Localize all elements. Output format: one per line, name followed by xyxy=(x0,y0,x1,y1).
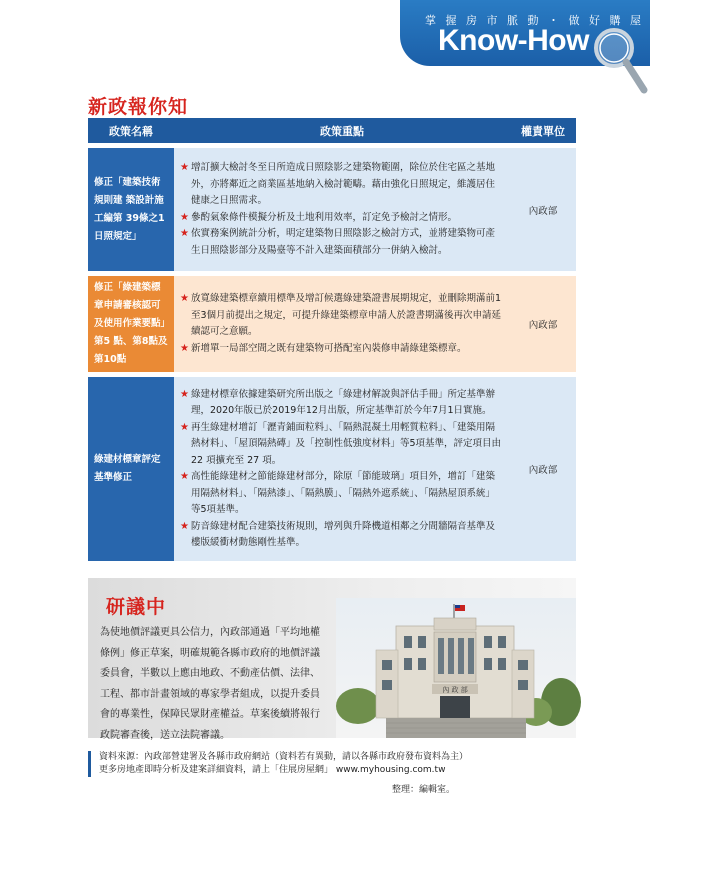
source-note xyxy=(88,751,499,777)
star-icon: ★ xyxy=(180,520,189,532)
source-line: 更多房地產即時分析及建案詳細資料，請上「住展房屋網」 www.myhousing.com.tw xyxy=(99,765,446,775)
policy-name: 修正「綠建築標章申請審核認可及使用作業要點」第5 點、第8點及第10點 xyxy=(88,276,174,372)
responsible-unit: 內政部 xyxy=(510,148,576,271)
section-title: 新政報你知 xyxy=(88,96,189,118)
table-row xyxy=(88,276,576,372)
responsible-unit: 內政部 xyxy=(510,377,576,561)
table-row xyxy=(88,148,576,271)
discussion-box xyxy=(88,578,576,741)
policy-name: 綠建材標章評定基準修正 xyxy=(88,377,174,561)
list-item: ★ 依實務案例統計分析，明定建築物日照陰影之檢討方式，並將建築物可產生日照陰影部分及陽臺等不計入建築面積部分一併納入檢討。 xyxy=(180,228,496,256)
editor-credit: 整理：編輯室。 xyxy=(392,785,456,795)
header-policy-focus: 政策重點 xyxy=(174,118,510,143)
table-header-row xyxy=(88,118,576,143)
discussion-text: 為使地價評議更具公信力，內政部通過「平均地權條例」修正草案，明確規範各縣市政府的地價評議委員會，半數以上應由地政、不動產估價、法律、工程、都市計畫領域的專家學者組成，以提升委員會的專業性，保障民眾財產權益。草案後續將報行政院審查後，送立法院審議。 xyxy=(100,627,320,741)
list-item: ★ 高性能綠建材之節能綠建材部分，除原「節能玻璃」項目外，增訂「建築用隔熱材料」、「隔熱漆」、「隔熱膜」、「隔熱外遮系統」、「隔熱屋頂系統」等5項基準。 xyxy=(180,471,496,515)
star-icon: ★ xyxy=(180,228,189,239)
source-line: 資料來源：內政部營建署及各縣市政府網站（資料若有異動，請以各縣市政府發布資料為主） xyxy=(99,752,469,762)
star-icon: ★ xyxy=(180,471,189,482)
list-item: ★ 防音綠建材配合建築技術規則，增列與升降機道相鄰之分間牆隔音基準及樓版緩衝材動態剛性基準。 xyxy=(180,520,496,548)
policy-name: 修正「建築技術規則建 築設計施工編第 39條之1日照規定」 xyxy=(88,148,174,271)
star-icon: ★ xyxy=(180,388,189,400)
discussion-title: 研議中 xyxy=(106,596,167,618)
list-item: ★ 新增單一局部空間之既有建築物可搭配室內裝修申請綠建築標章。 xyxy=(180,341,502,358)
policy-focus xyxy=(174,377,510,561)
policy-focus xyxy=(174,276,510,372)
star-icon: ★ xyxy=(180,342,189,354)
list-item: ★ 增訂擴大檢討冬至日所造成日照陰影之建築物範圍，除位於住宅區之基地外，亦將鄰近之商業區基地納入檢討範疇。藉由強化日照規定，維護居住健康之日照需求。 xyxy=(180,162,496,206)
photo-sign: 內 政 部 xyxy=(442,686,468,694)
list-item: ★ 再生綠建材增訂「瀝青鋪面粒料」、「隔熱混凝土用輕質粒料」、「建築用隔熱材料」、「屋頂隔熱磚」及「控制性低強度材料」等5項基準，評定項目由 22 項擴充至 27 項。 xyxy=(180,421,502,466)
responsible-unit: 內政部 xyxy=(510,276,576,372)
star-icon: ★ xyxy=(180,421,189,433)
list-item: ★ 參酌氣象條件模擬分析及土地利用效率，訂定免予檢討之情形。 xyxy=(180,210,502,227)
magnifier-icon xyxy=(584,20,650,100)
header-policy-name: 政策名稱 xyxy=(88,118,174,143)
table-row xyxy=(88,377,576,561)
star-icon: ★ xyxy=(180,162,189,173)
star-icon: ★ xyxy=(180,211,189,223)
list-item: ★ 放寬綠建築標章續用標準及增訂候選綠建築證書展期規定，並刪除期滿前1至3個月前提出之規定，可提升綠建築標章申請人於證書期滿後再次申請延續認可之意願。 xyxy=(180,293,502,337)
list-item: ★ 綠建材標章依據建築研究所出版之「綠建材解說與評估手冊」所定基準辦理，2020年版已於2019年12月出版，所定基準訂於今年7月1日實施。 xyxy=(180,388,496,416)
ministry-building-photo xyxy=(336,598,576,738)
policy-table xyxy=(88,118,576,561)
banner-subtitle: 掌 握 房 市 脈 動 ・ 做 好 購 屋 前 準 備 xyxy=(425,14,705,27)
star-icon: ★ xyxy=(180,293,189,304)
banner-title: Know-How xyxy=(438,24,589,57)
header-unit: 權責單位 xyxy=(510,118,576,143)
policy-focus xyxy=(174,148,510,271)
